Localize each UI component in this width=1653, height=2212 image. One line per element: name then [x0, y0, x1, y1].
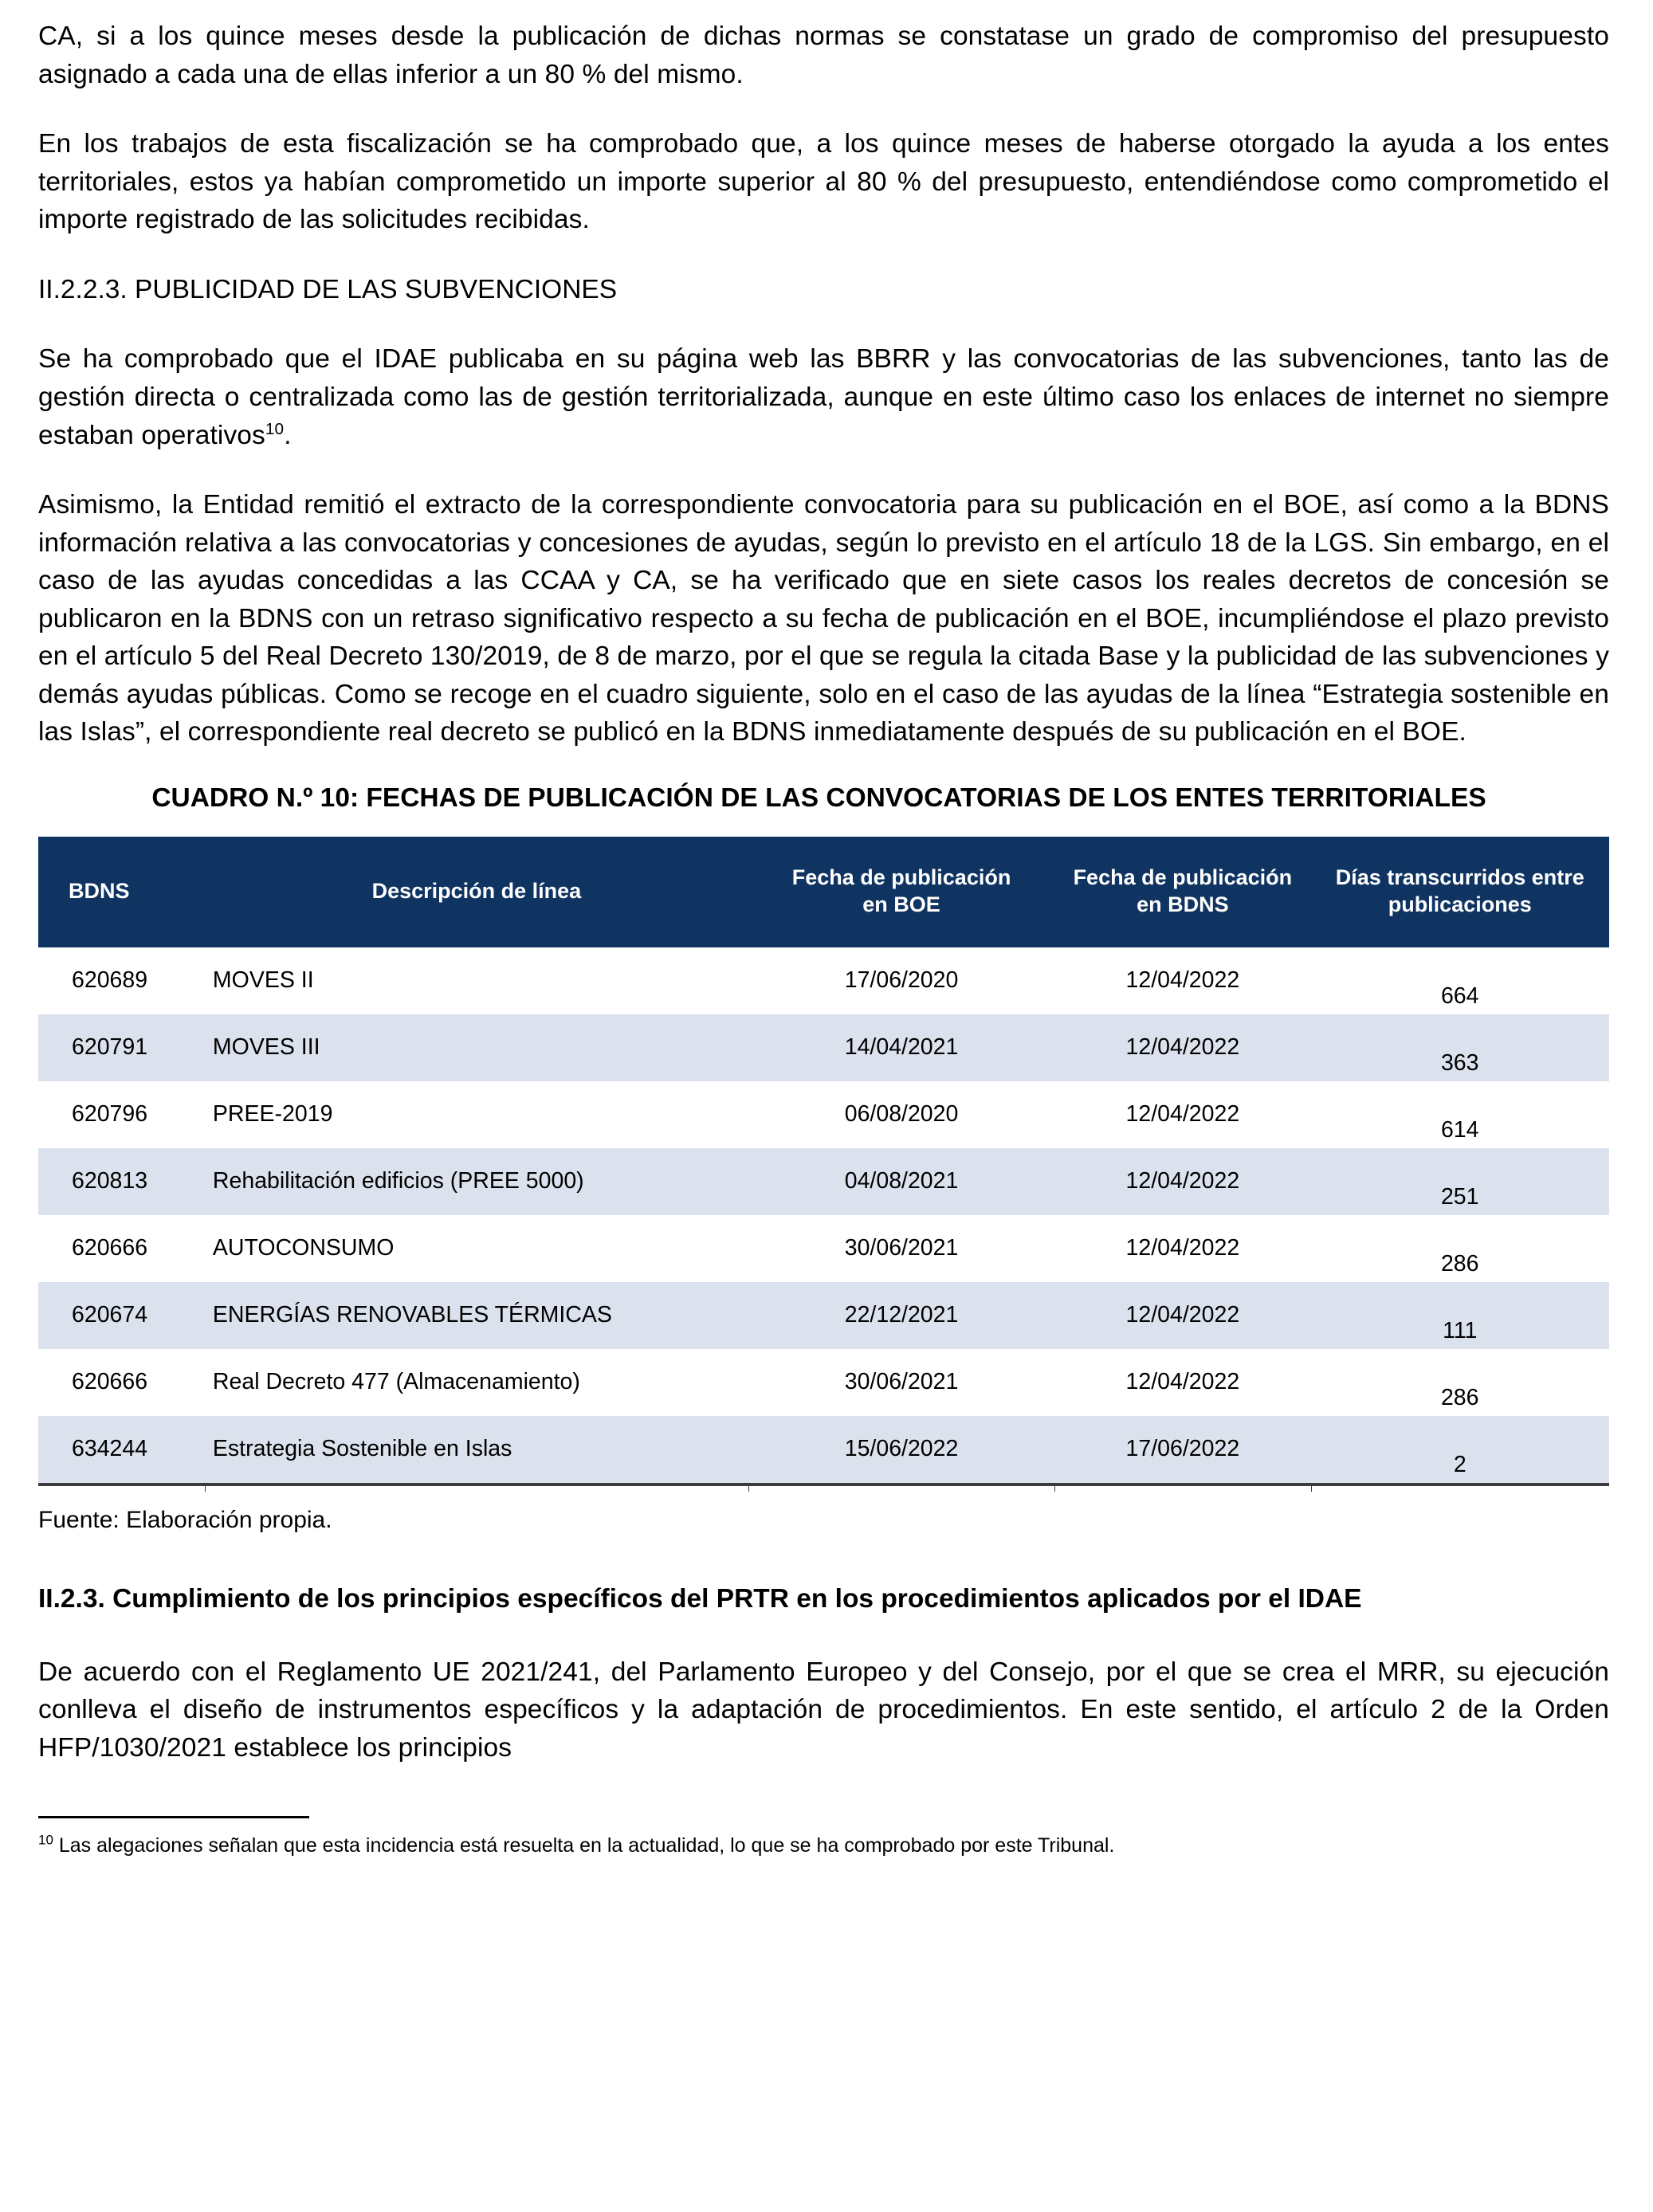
cell-bdns: 634244: [38, 1416, 205, 1483]
footnote-area: [38, 1816, 1609, 1859]
col-header-dias: [1310, 837, 1609, 947]
col-header-fecha-bdns: [1054, 837, 1310, 947]
cell-fecha-bdns: 17/06/2022: [1054, 1416, 1310, 1483]
cell-fecha-bdns: 12/04/2022: [1054, 1282, 1310, 1349]
table-row: [38, 1416, 1609, 1483]
section-heading-principios: II.2.3. Cumplimiento de los principios específicos del PRTR en los procedimientos aplicados por el IDAE: [38, 1583, 1362, 1614]
cell-bdns: 620674: [38, 1282, 205, 1349]
cell-fecha-bdns: 12/04/2022: [1054, 1014, 1310, 1081]
publication-dates-table: [38, 837, 1609, 1483]
paragraph-1: CA, si a los quince meses desde la publicación de dichas normas se constatase un grado de compromiso del presupuesto asignado a cada una de ellas inferior a un 80 % del mismo.: [38, 22, 1609, 89]
cell-descripcion: AUTOCONSUMO: [212, 1234, 395, 1261]
table-row: [38, 947, 1609, 1014]
footnote-number: 10: [38, 1832, 53, 1848]
table-source-note: Fuente: Elaboración propia.: [38, 1506, 332, 1533]
table-row: [38, 1349, 1609, 1416]
cell-descripcion: MOVES III: [205, 1014, 748, 1081]
cell-dias: 2: [1310, 1416, 1609, 1483]
footnote-separator: [38, 1816, 309, 1818]
cell-descripcion: ENERGÍAS RENOVABLES TÉRMICAS: [205, 1282, 748, 1349]
col-header-fecha-bdns-line2: en BDNS: [1137, 892, 1229, 917]
section-heading-publicidad: II.2.2.3. PUBLICIDAD DE LAS SUBVENCIONES: [38, 274, 618, 304]
cell-fecha-bdns: 12/04/2022: [1125, 1368, 1240, 1394]
col-header-fecha-boe-line1: Fecha de publicación: [791, 865, 1011, 889]
table-row: [38, 1014, 1609, 1081]
paragraph-4: Asimismo, la Entidad remitió el extracto de la correspondiente convocatoria para su publicación en el BOE, así como a la BDNS información relativa a las convocatorias y concesiones de ayudas, según lo previsto en el artículo 18 de la LGS. Sin embargo, en el caso de las ayudas concedidas a las CCAA y CA, se ha verificado que en siete casos los reales decretos de concesión se publicaron en la BDNS con un retraso significativo respecto a su fecha de publicación en el BOE, incumpliéndose el plazo previsto en el artículo 5 del Real Decreto 130/2019, de 8 de marzo, por el que se regula la citada Base y la publicidad de las subvenciones y demás ayudas públicas. Como se recoge en el cuadro siguiente, solo en el caso de las ayudas de la línea “Estrategia sostenible en las Islas”, el correspondiente real decreto se publicó en la BDNS inmediatamente después de su publicación en el BOE.: [38, 490, 1609, 747]
cell-descripcion: Rehabilitación edificios (PREE 5000): [205, 1148, 748, 1215]
col-header-fecha-boe: [748, 837, 1054, 947]
table-bottom-border: [38, 1483, 1609, 1492]
cell-bdns: 620796: [72, 1100, 148, 1127]
table-header-row: [38, 837, 1609, 947]
footnote-body: Las alegaciones señalan que esta incidencia está resuelta en la actualidad, lo que se ha comprobado por este Tribunal.: [58, 1834, 1115, 1857]
cell-fecha-boe: 06/08/2020: [844, 1100, 959, 1127]
cell-bdns: 620666: [72, 1234, 148, 1261]
footnote-reference-10[interactable]: 10: [265, 419, 285, 438]
col-header-dias-line1: Días transcurridos entre: [1335, 865, 1584, 889]
cell-dias: 286: [1440, 1250, 1479, 1277]
paragraph-3: [38, 340, 1609, 454]
cell-bdns: 620689: [72, 967, 148, 993]
paragraph-3-tail: .: [284, 420, 292, 450]
table-body: [38, 947, 1609, 1483]
table-header: [38, 837, 1609, 947]
col-header-descripcion-line1: Descripción de línea: [371, 879, 582, 904]
footnote-10: [38, 1833, 1609, 1859]
cell-fecha-boe: 04/08/2021: [748, 1148, 1054, 1215]
cell-fecha-bdns: 12/04/2022: [1125, 1234, 1240, 1261]
cell-descripcion: MOVES II: [212, 967, 314, 993]
cell-fecha-boe: 17/06/2020: [844, 967, 959, 993]
cell-dias: 614: [1440, 1116, 1479, 1143]
cell-dias: 251: [1310, 1148, 1609, 1215]
cell-descripcion: Real Decreto 477 (Almacenamiento): [212, 1368, 580, 1394]
col-header-descripcion: [205, 837, 748, 947]
cell-dias: 111: [1310, 1282, 1609, 1349]
col-header-fecha-boe-line2: en BOE: [862, 892, 940, 917]
paragraph-5: De acuerdo con el Reglamento UE 2021/241, del Parlamento Europeo y del Consejo, por el que se crea el MRR, su ejecución conlleva el diseño de instrumentos específicos y la adaptación de procedimientos. En este sentido, el artículo 2 de la Orden HFP/1030/2021 establece los principios: [38, 1657, 1609, 1763]
table-row: [38, 1215, 1609, 1282]
cell-descripcion: Estrategia Sostenible en Islas: [205, 1416, 748, 1483]
table-caption: CUADRO N.º 10: FECHAS DE PUBLICACIÓN DE LAS CONVOCATORIAS DE LOS ENTES TERRITORIALES: [151, 783, 1486, 813]
cell-fecha-boe: 22/12/2021: [748, 1282, 1054, 1349]
cell-fecha-boe: 30/06/2021: [844, 1234, 959, 1261]
cell-bdns: 620791: [38, 1014, 205, 1081]
cell-fecha-bdns: 12/04/2022: [1125, 1100, 1240, 1127]
cell-bdns: 620666: [72, 1368, 148, 1394]
table-row: [38, 1081, 1609, 1148]
table-row: [38, 1148, 1609, 1215]
col-header-dias-line2: publicaciones: [1388, 892, 1532, 917]
cell-dias: 664: [1440, 982, 1479, 1009]
cell-fecha-boe: 14/04/2021: [748, 1014, 1054, 1081]
paragraph-2: En los trabajos de esta fiscalización se ha comprobado que, a los quince meses de haberse otorgado la ayuda a los entes territoriales, estos ya habían comprometido un importe superior al 80 % del presupuesto, entendiéndose como comprometido el importe registrado de las solicitudes recibidas.: [38, 129, 1609, 235]
cell-dias: 363: [1310, 1014, 1609, 1081]
table-row: [38, 1282, 1609, 1349]
cell-dias: 286: [1440, 1384, 1479, 1410]
cell-fecha-bdns: 12/04/2022: [1125, 967, 1240, 993]
col-header-bdns-line1: BDNS: [69, 879, 130, 904]
cell-descripcion: PREE-2019: [212, 1100, 333, 1127]
paragraph-3-text: Se ha comprobado que el IDAE publicaba en su página web las BBRR y las convocatorias de las subvenciones, tanto las de gestión directa o centralizada como las de gestión territorializada, aunque en este último caso los enlaces de internet no siempre estaban operativos: [38, 344, 1609, 450]
cell-fecha-boe: 15/06/2022: [748, 1416, 1054, 1483]
col-header-fecha-bdns-line1: Fecha de publicación: [1073, 865, 1293, 889]
cell-fecha-boe: 30/06/2021: [844, 1368, 959, 1394]
cell-fecha-bdns: 12/04/2022: [1054, 1148, 1310, 1215]
cell-bdns: 620813: [38, 1148, 205, 1215]
col-header-bdns: [38, 837, 205, 947]
